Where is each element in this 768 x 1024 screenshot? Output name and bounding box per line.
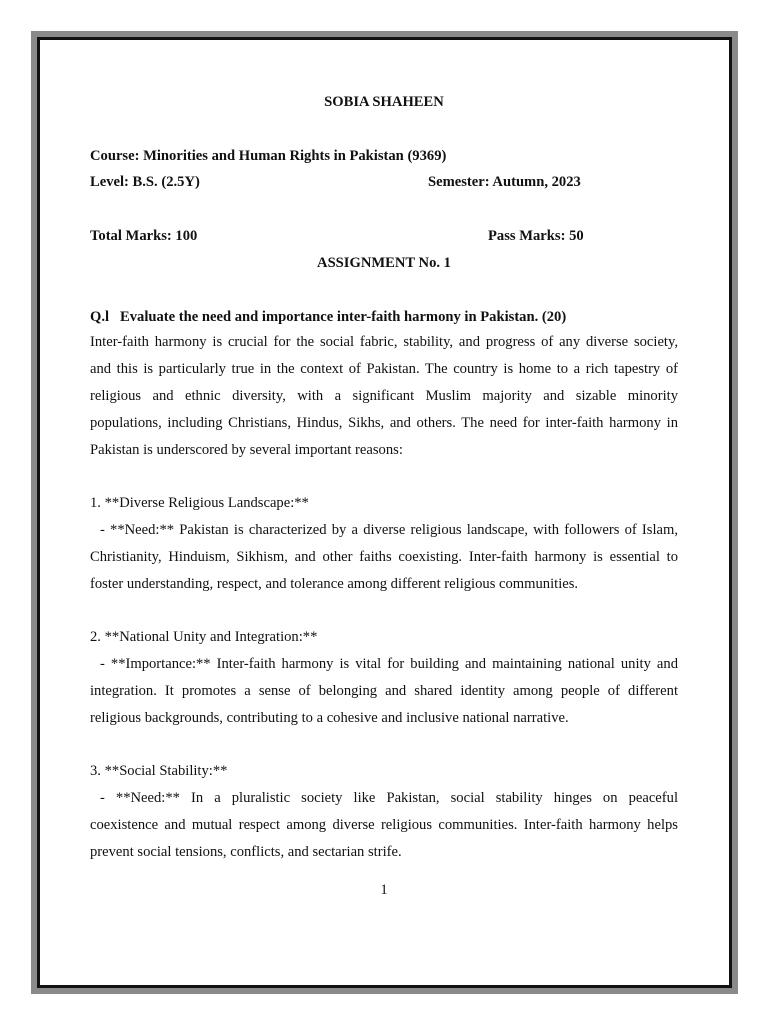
point-line: - **Need:** In a pluralistic society like Pakistan, social stability hinges on peaceful — [100, 790, 678, 806]
point-heading: 2. **National Unity and Integration:** — [90, 629, 318, 645]
page-number: 1 — [380, 882, 388, 898]
point-heading: 1. **Diverse Religious Landscape:** — [90, 495, 309, 511]
point-heading: 3. **Social Stability:** — [90, 763, 228, 779]
total-marks: Total Marks: 100 — [90, 228, 198, 244]
question-text: Evaluate the need and importance inter-faith harmony in Pakistan. (20) — [120, 309, 567, 325]
intro-line: Inter-faith harmony is crucial for the social fabric, stability, and progress of any diverse society, — [90, 334, 678, 350]
course-line: Course: Minorities and Human Rights in Pakistan (9369) — [90, 148, 447, 164]
point-line: - **Need:** Pakistan is characterized by a diverse religious landscape, with followers of Islam, — [100, 522, 678, 538]
point-line: prevent social tensions, conflicts, and sectarian strife. — [90, 844, 402, 860]
intro-line: religious and ethnic diversity, with a significant Muslim majority and sizable minority — [90, 388, 678, 404]
semester-line: Semester: Autumn, 2023 — [428, 174, 581, 190]
point-line: religious backgrounds, contributing to a cohesive and inclusive national narrative. — [90, 710, 569, 726]
point-line: - **Importance:** Inter-faith harmony is vital for building and maintaining national unity and — [100, 656, 678, 672]
student-name: SOBIA SHAHEEN — [324, 94, 444, 110]
intro-line: and this is particularly true in the context of Pakistan. The country is home to a rich tapestry of — [90, 361, 678, 377]
intro-line: populations, including Christians, Hindus, Sikhs, and others. The need for inter-faith harmony in — [90, 415, 678, 431]
intro-line: Pakistan is underscored by several important reasons: — [90, 442, 403, 458]
question-heading — [90, 307, 678, 327]
point-line: integration. It promotes a sense of belonging and shared identity among people of different — [90, 683, 678, 699]
pass-marks: Pass Marks: 50 — [488, 228, 584, 244]
question-number: Q.l — [90, 309, 110, 325]
assignment-title: ASSIGNMENT No. 1 — [317, 255, 451, 271]
level-line: Level: B.S. (2.5Y) — [90, 174, 200, 190]
point-line: Christianity, Hinduism, Sikhism, and other faiths coexisting. Inter-faith harmony is essential to — [90, 549, 678, 565]
point-line: foster understanding, respect, and tolerance among different religious communities. — [90, 576, 579, 592]
point-line: coexistence and mutual respect among diverse religious communities. Inter-faith harmony helps — [90, 817, 678, 833]
